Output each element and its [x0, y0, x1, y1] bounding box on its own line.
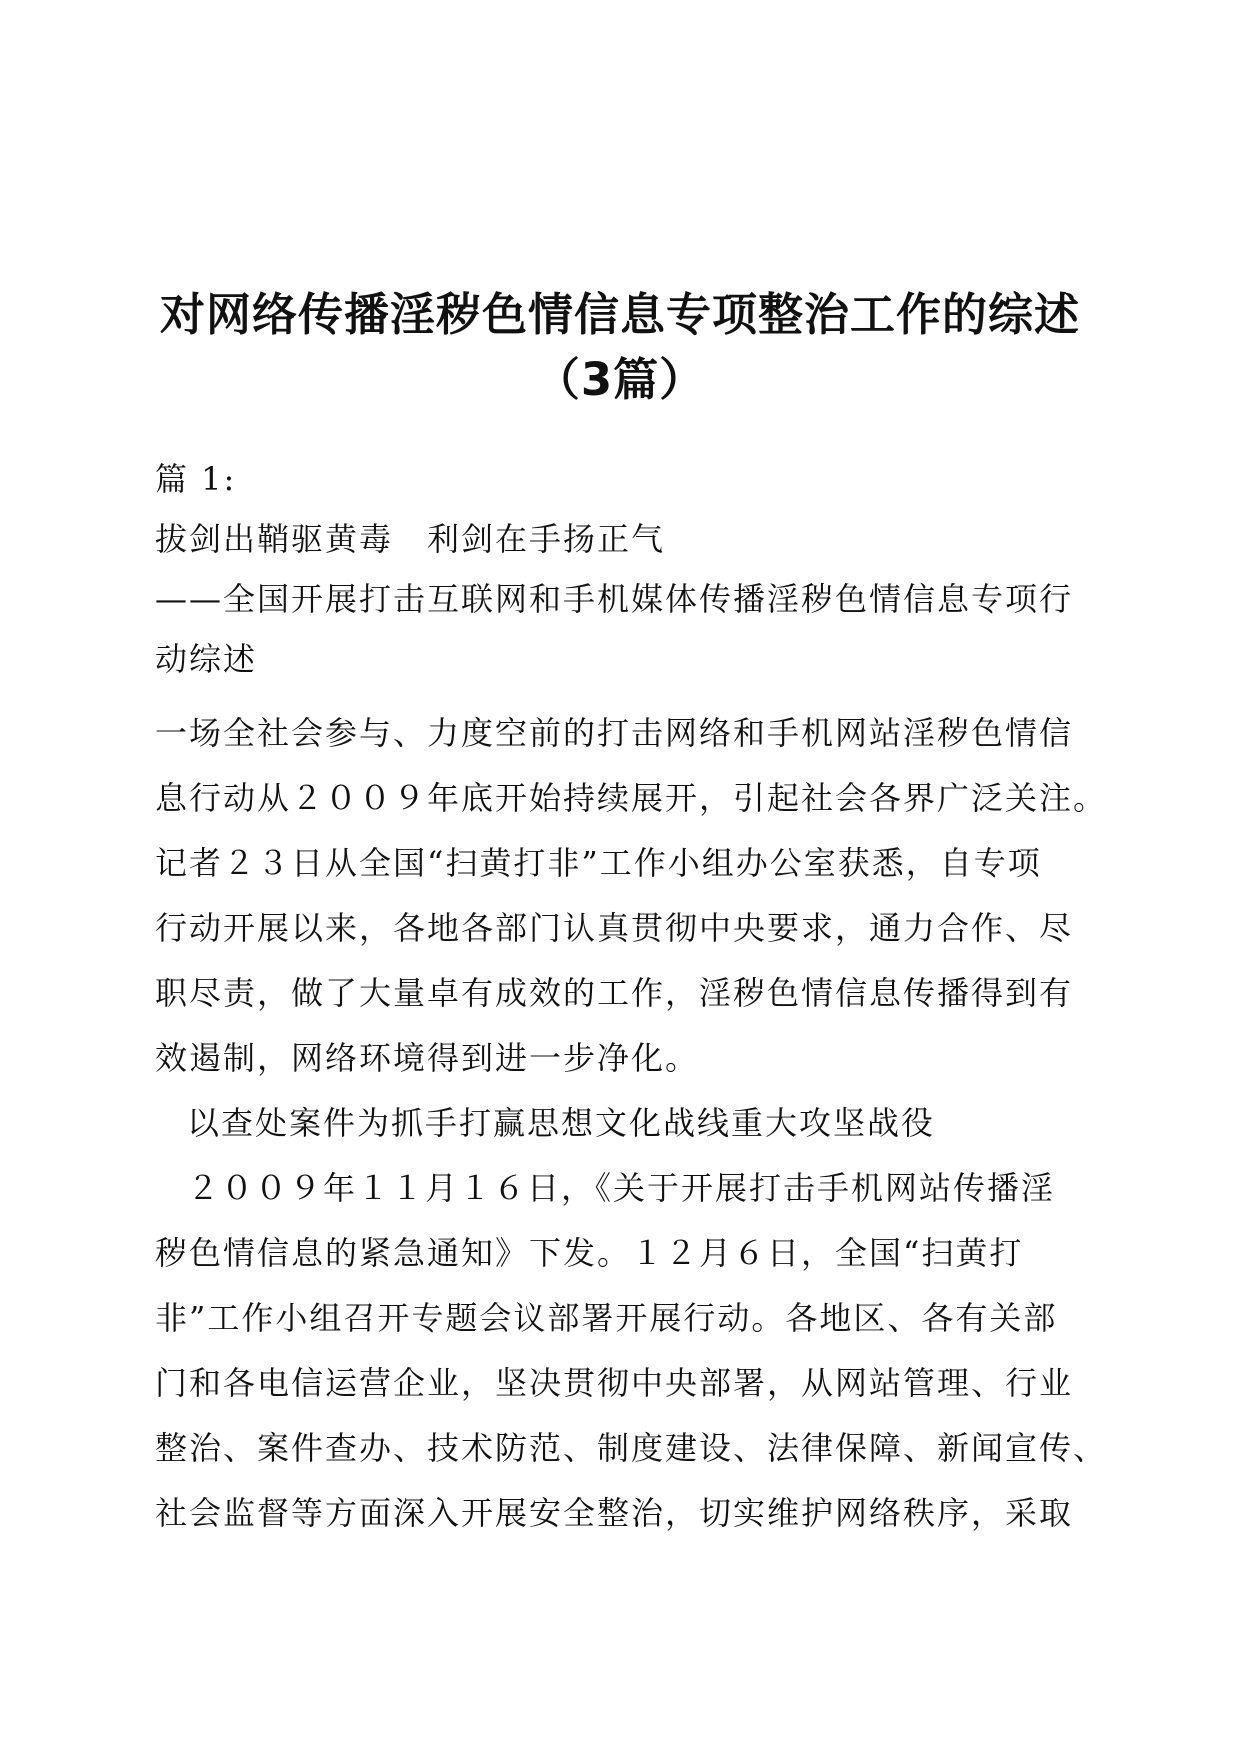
body-text-line: 一场全社会参与、力度空前的打击网络和手机网站淫秽色情信	[155, 714, 1074, 752]
body-text-line: 门和各电信运营企业，坚决贯彻中央部署，从网站管理、行业	[155, 1364, 1074, 1402]
body-text-line: 整治、案件查办、技术防范、制度建设、法律保障、新闻宣传、	[155, 1429, 1108, 1467]
body-text-line: 效遏制，网络环境得到进一步净化。	[155, 1039, 700, 1077]
document-title-line2: （3篇）	[534, 353, 706, 406]
document-title-line1: 对网络传播淫秽色情信息专项整治工作的综述	[159, 288, 1080, 341]
paragraph-heading: 以查处案件为抓手打赢思想文化战线重大攻坚战役	[187, 1104, 936, 1142]
body-text-line: 职尽责，做了大量卓有成效的工作，淫秽色情信息传播得到有	[155, 974, 1074, 1012]
body-text-line: ２００９年１１月１６日，《关于开展打击手机网站传播淫	[187, 1169, 1056, 1207]
body-text-line: 秽色情信息的紧急通知》下发。１２月６日，全国“扫黄打	[155, 1234, 1024, 1272]
body-text-line: 息行动从２００９年底开始持续展开，引起社会各界广泛关注。	[155, 779, 1108, 817]
article-subtitle-line2: 动综述	[155, 640, 258, 678]
article-subtitle-line1: ——全国开展打击互联网和手机媒体传播淫秽色情信息专项行	[155, 580, 1074, 618]
body-text-line: 行动开展以来，各地各部门认真贯彻中央要求，通力合作、尽	[155, 909, 1074, 947]
body-text-line: 记者２３日从全国“扫黄打非”工作小组办公室获悉，自专项	[155, 844, 1042, 882]
body-text-line: 非”工作小组召开专题会议部署开展行动。各地区、各有关部	[155, 1299, 1058, 1337]
section-heading: 篇 1:	[155, 460, 237, 498]
article-title: 拔剑出鞘驱黄毒 利剑在手扬正气	[155, 520, 666, 558]
body-text-line: 社会监督等方面深入开展安全整治，切实维护网络秩序，采取	[155, 1494, 1074, 1532]
